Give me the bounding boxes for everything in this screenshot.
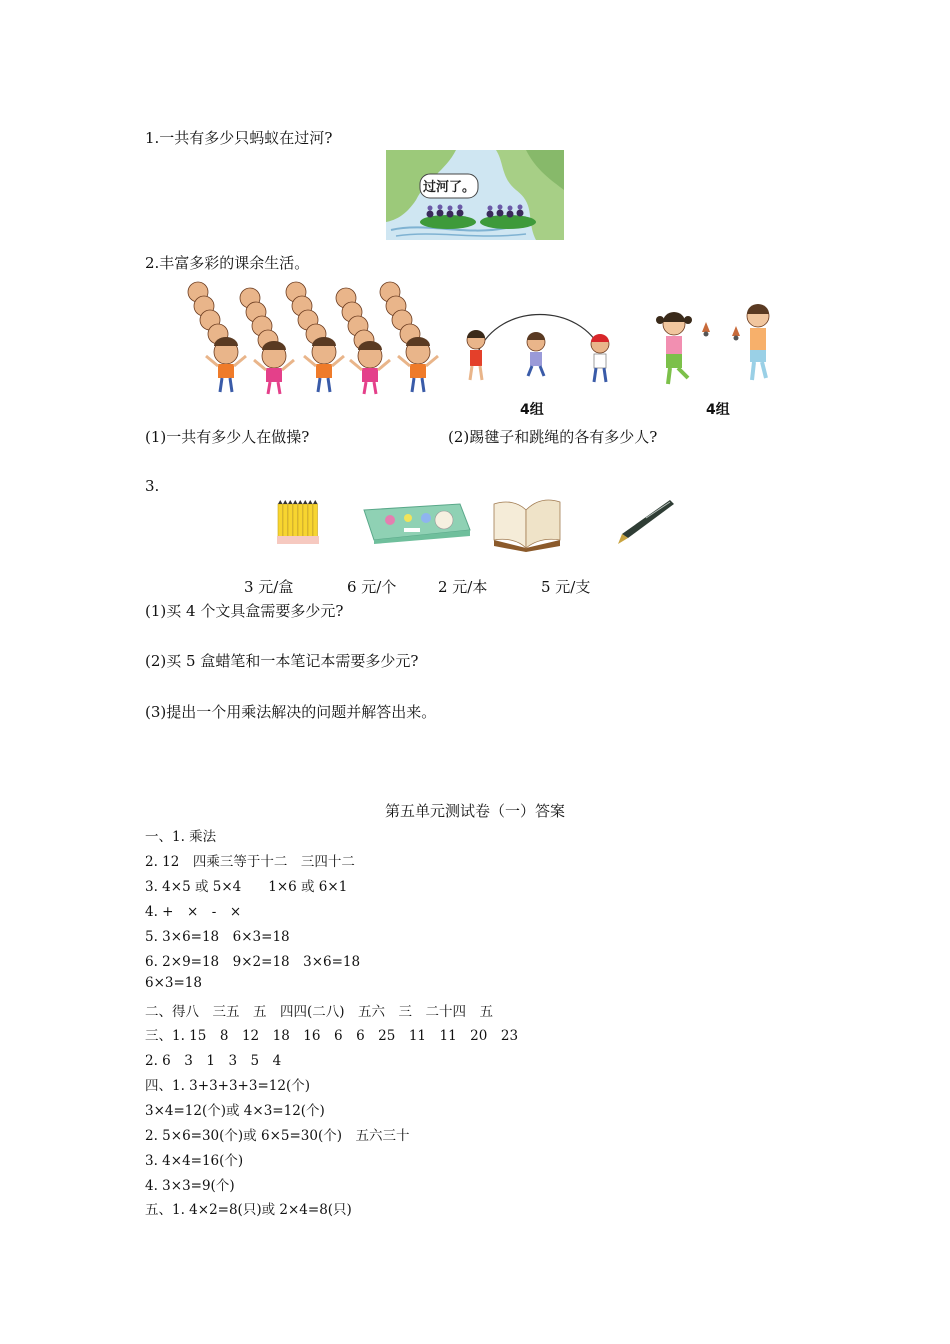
question-2-part-2: (2)踢毽子和跳绳的各有多少人? bbox=[448, 428, 658, 446]
speech-bubble-text: 过河了。 bbox=[422, 180, 476, 195]
answer-line: 3. 4×5 或 5×4 1×6 或 6×1 bbox=[145, 879, 348, 895]
pencil-case-price: 6 元/个 bbox=[347, 578, 397, 596]
answer-line: 3×4=12(个)或 4×3=12(个) bbox=[145, 1103, 325, 1119]
answer-line: 6×3=18 bbox=[145, 975, 202, 991]
question-3-part-2: (2)买 5 盒蜡笔和一本笔记本需要多少元? bbox=[145, 652, 419, 670]
answer-line: 2. 5×6=30(个)或 6×5=30(个) 五六三十 bbox=[145, 1128, 410, 1144]
answer-line: 6. 2×9=18 9×2=18 3×6=18 bbox=[145, 954, 361, 970]
question-3-part-3: (3)提出一个用乘法解决的问题并解答出来。 bbox=[145, 703, 437, 721]
answer-line: 4. + × - × bbox=[145, 904, 242, 920]
answer-line: 一、1. 乘法 bbox=[145, 829, 217, 845]
answer-line: 5. 3×6=18 6×3=18 bbox=[145, 929, 290, 945]
crayon-box-image bbox=[275, 498, 323, 546]
answer-line: 3. 4×4=16(个) bbox=[145, 1153, 244, 1169]
pen-price: 5 元/支 bbox=[541, 578, 591, 596]
shuttlecock-kicking-image bbox=[648, 302, 780, 392]
question-2: 2.丰富多彩的课余生活。 bbox=[145, 254, 310, 272]
notebook-price: 2 元/本 bbox=[438, 578, 488, 596]
pencil-case-image bbox=[360, 500, 472, 544]
shuttlecock-group-label: 4组 bbox=[706, 402, 730, 418]
jump-rope-image bbox=[460, 310, 620, 390]
ants-crossing-river-image bbox=[386, 150, 564, 240]
answers-title: 第五单元测试卷（一）答案 bbox=[384, 802, 565, 820]
question-2-part-1: (1)一共有多少人在做操? bbox=[145, 428, 310, 446]
question-3-part-1: (1)买 4 个文具盒需要多少元? bbox=[145, 602, 344, 620]
jump-rope-group-label: 4组 bbox=[520, 402, 544, 418]
pen-image bbox=[612, 496, 676, 548]
answer-line: 三、1. 15 8 12 18 16 6 6 25 11 11 20 23 bbox=[145, 1028, 519, 1044]
notebook-image bbox=[490, 496, 564, 552]
answer-line: 五、1. 4×2=8(只)或 2×4=8(只) bbox=[145, 1202, 352, 1218]
question-3-number: 3. bbox=[145, 477, 160, 495]
children-doing-exercises-image bbox=[168, 272, 440, 396]
answer-line: 2. 12 四乘三等于十二 三四十二 bbox=[145, 854, 355, 870]
question-1: 1.一共有多少只蚂蚁在过河? bbox=[145, 129, 333, 147]
answer-line: 4. 3×3=9(个) bbox=[145, 1178, 235, 1194]
answer-line: 2. 6 3 1 3 5 4 bbox=[145, 1053, 282, 1069]
answer-line: 二、得八 三五 五 四四(二八) 五六 三 二十四 五 bbox=[145, 1004, 494, 1020]
answer-line: 四、1. 3+3+3+3=12(个) bbox=[145, 1078, 310, 1094]
crayon-price: 3 元/盒 bbox=[244, 578, 294, 596]
